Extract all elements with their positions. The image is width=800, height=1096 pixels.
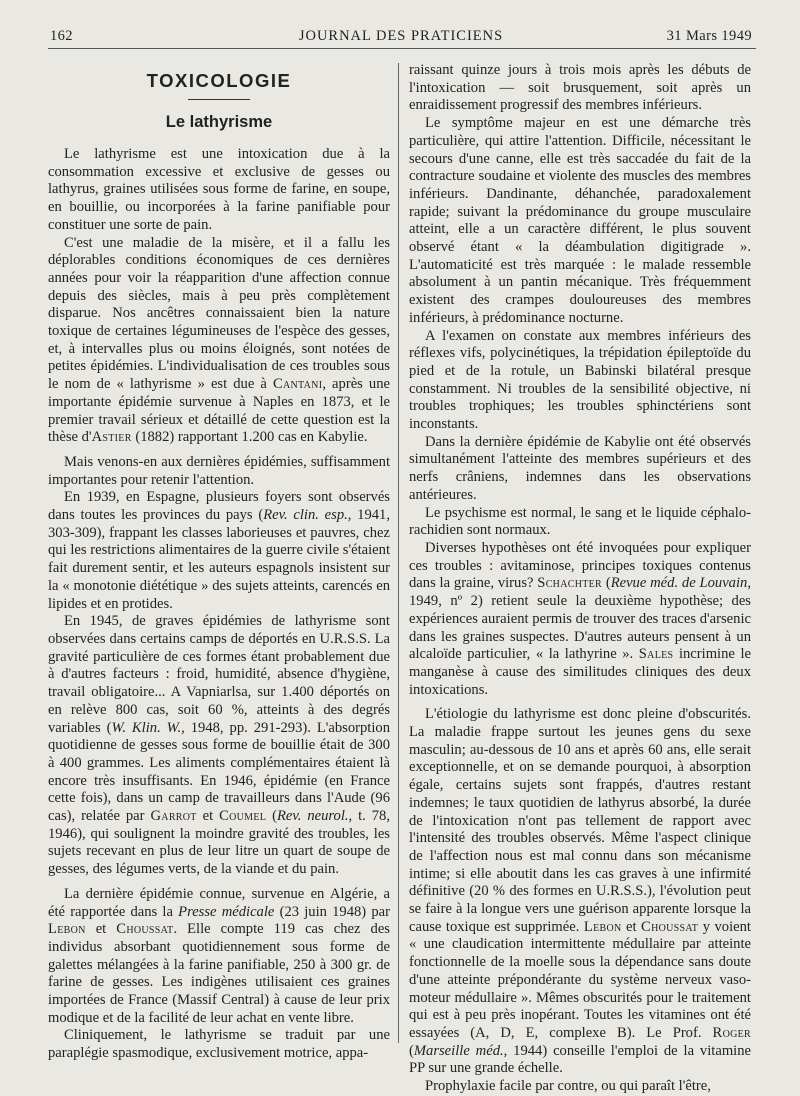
citation-title: Marseille méd.: [413, 1042, 504, 1059]
paragraph: [409, 706, 751, 1078]
paragraph: [48, 613, 390, 879]
text-run: y voient « une claudication intermittente médullaire par atteinte fonctionnelle de la moelle sous la dépendance sans doute d'une atteinte prépondérante du système nerveux vaso-moteur médullaire ». Mêmes obscurités pour le traitement qui est à peu près inopérant. Toutes les vitamines ont été essayées (A, D, E, complexe B). Le Prof.: [409, 918, 751, 1041]
author-name: Lebon: [48, 921, 86, 938]
text-run: et: [196, 808, 220, 825]
article-title: Le lathyrisme: [165, 113, 273, 131]
journal-title: JOURNAL DES PRATICIENS: [298, 28, 504, 44]
text-run: et: [621, 918, 642, 935]
author-name: Lebon: [583, 918, 622, 935]
author-name: Schachter: [537, 575, 603, 592]
section-rubric: TOXICOLOGIE: [146, 70, 292, 91]
text-run: En 1945, de graves épidémies de lathyrisme sont observées dans certains camps de déportés en U.R.S.S. La gravité particulière de ces formes étant probablement due à d'autres facteurs : froid, humidité, absence d'hygiène, travail obligatoire... A Vapniarlsa, sur 1.400 déportés on en relève 800 cas, soit 60 %, atteints à des degrés variables (: [48, 613, 390, 736]
paragraph: [48, 146, 390, 235]
text-run: L'étiologie du lathyrisme est donc pleine d'obscurités. La maladie frappe surtout les jeunes gens du sexe masculin; au-dessous de 10 ans et après 60 ans, elle serait exceptionnelle, et on se demande pourquoi, à absorption égale, certains sujets sont frappés, d'autres restant indemnes; le taux quotidien de lathyrus absorbé, la durée de l'intoxication n'ont pas tellement de rapport avec l'intensité des troubles observés. Même l'aspect clinique de l'affection nous est mal connu dans son mécanisme intime; si elle aboutit dans les cas graves à une infirmité définitive (20 % des formes en U.R.S.S.), l'évolution peut se faire à la longue vers une guérison apparente lorsque la cause toxique est supprimée.: [409, 706, 751, 935]
paragraph: [48, 886, 390, 1028]
text-run: , après une importante épidémie survenue à Naples en 1873, et le premier travail sérieux et détaillé de cette question est la thèse d': [48, 376, 391, 446]
text-run: Cliniquement, le lathyrisme se traduit par une paraplégie spasmodique, exclusivement motrice, appa-: [48, 1027, 390, 1062]
left-column: [48, 62, 390, 1063]
rubric-rule: [188, 99, 250, 100]
text-run: (: [602, 575, 611, 592]
paragraph: [48, 489, 390, 613]
text-run: (1882) rapportant 1.200 cas en Kabylie.: [131, 429, 368, 446]
text-run: A l'examen on constate aux membres inférieurs des réflexes vifs, polycinétiques, la trépidation épileptoïde du pied et de la rotule, un Babinski bilatéral presque constamment. Ni troubles de la sensibilité objective, ni troubles trophiques; les troubles sphinctériens sont inconstants.: [409, 327, 751, 433]
text-run: La dernière épidémie connue, survenue en Algérie, a été rapportée dans la: [48, 885, 390, 920]
paragraph: [409, 1078, 751, 1096]
text-run: , 1944) conseille l'emploi de la vitamine PP sur une grande échelle.: [409, 1042, 751, 1077]
paragraph: [48, 235, 390, 447]
text-run: (: [409, 1042, 414, 1059]
text-run: incrimine le manganèse à cause des similitudes cliniques des deux intoxications.: [409, 646, 751, 698]
author-name: Astier: [91, 429, 132, 446]
text-run: Le lathyrisme est une intoxication due à la consommation excessive et exclusive de gesses ou lathyrus, graines utilisées sous forme de farine, en soupe, en bouillie, ou incorporées à la farine panifiable pour constituer une sorte de pain.: [48, 146, 390, 233]
paragraph: [409, 434, 751, 505]
issue-date: 31 Mars 1949: [666, 28, 752, 44]
paragraph: [409, 62, 751, 115]
page-number: 162: [50, 28, 73, 44]
citation-title: Rev. neurol.: [276, 808, 349, 825]
paragraph: [48, 454, 390, 489]
text-run: , 1941, 303-309), frappant les classes laborieuses et pauvres, chez qui les restrictions alimentaires de la guerre civile s'étaient fait durement sentir, et les auteurs espagnols insistent sur la « monotonie diététique » des sujets atteints, carencés en lipides et en protides.: [48, 507, 391, 612]
author-name: Coumel: [219, 808, 267, 825]
column-divider: [398, 63, 399, 1043]
author-name: Cantani: [272, 376, 323, 393]
author-name: Garrot: [150, 808, 197, 825]
author-name: Choussat: [116, 921, 174, 938]
text-run: En 1939, en Espagne, plusieurs foyers sont observés dans toutes les provinces du pays (: [48, 489, 390, 524]
text-run: C'est une maladie de la misère, et il a fallu les déplorables conditions économiques de ces dernières années pour voir la réapparition d'une affection connue depuis des siècles, mais à peu près complètement disparue. Nos ancêtres connaissaient bien la nature toxique de certaines légumineuses de l'espèce des gesses, et, à intervalles plus ou moins éloignés, sont notées de petites épidémies. L'individualisation de ces troubles sous le nom de « lathyrisme » est due à: [48, 234, 390, 393]
text-run: (: [266, 808, 277, 825]
author-name: Roger: [712, 1024, 751, 1041]
text-run: , 1949, nº 2) retient seule la deuxième hypothèse; des expériences auraient permis de trouver des traces d'arsenic dans les graines suspectes. D'autres auteurs pensent à un alcaloïde particulier, « la lathyrine ».: [409, 575, 751, 663]
text-run: (23 juin 1948) par: [274, 903, 390, 920]
text-run: , 1948, pp. 291-293). L'absorption quotidienne de gesses sous forme de bouillie était de 300 à 400 grammes. Les aliments complémentaires étaient là encore très insuffisants. En 1946, épidémie (en France cette fois), dans un camp de travailleurs dans l'Aude (96 cas), relatée par: [48, 719, 391, 825]
text-run: Dans la dernière épidémie de Kabylie ont été observés simultanément l'atteinte des membres supérieurs et des nerfs crâniens, indemnes dans les observations antérieures.: [409, 433, 751, 503]
citation-title: Rev. clin. esp.: [263, 507, 348, 524]
right-column-body: [409, 62, 751, 1096]
author-name: Sales: [638, 646, 674, 663]
paragraph: [409, 540, 751, 699]
text-run: Le symptôme majeur en est une démarche très particulière, qui attire l'attention. Difficile, nécessitant le secours d'une canne, elle est très saccadée du fait de la contracture soudaine et violente des muscles des membres inférieurs. Dandinante, déhanchée, paradoxalement rapide; suivant la prédominance du groupe musculaire atteint, elle a un caractère différent, le plus souvent observé étant « la déambulation digitigrade ». L'automaticité est très marquée : le malade ressemble absolument à un pantin mécanique. Très fréquemment existent des crampes douloureuses des membres inférieurs, à prédominance nocturne.: [409, 115, 751, 326]
header-rule: [48, 48, 756, 49]
text-run: et: [85, 921, 117, 938]
author-name: Choussat: [641, 918, 699, 935]
text-run: Prophylaxie facile par contre, ou qui paraît l'être,: [425, 1078, 711, 1095]
paragraph: [409, 505, 751, 540]
paragraph: [409, 115, 751, 327]
citation-title: Presse médicale: [178, 903, 275, 920]
left-column-body: [48, 146, 390, 1063]
citation-title: W. Klin. W.: [111, 719, 182, 736]
text-run: , t. 78, 1946), qui soulignent la moindre gravité des troubles, les sujets recevant en plus de leur litre un quart de soupe de gesses, des légumes verts, de la viande et du pain.: [48, 808, 390, 878]
text-run: Diverses hypothèses ont été invoquées pour expliquer ces troubles : avitaminose, principes toxiques contenus dans la graine, virus?: [409, 539, 751, 592]
right-column: [409, 62, 751, 1096]
paragraph: [409, 328, 751, 434]
text-run: . Elle compte 119 cas chez des individus absorbant quotidiennement sous forme de galettes mélangées à la farine panifiable, 250 à 300 gr. de farine de gesses. Les indigènes utilisaient ces graines importées de France (Massif Central) à cause de leur prix modique et de la facilité de leur achat en vente libre.: [48, 921, 390, 1026]
text-run: Le psychisme est normal, le sang et le liquide céphalo-rachidien sont normaux.: [409, 504, 751, 539]
citation-title: Revue méd. de Louvain: [610, 575, 748, 592]
paragraph: [48, 1027, 390, 1062]
text-run: raissant quinze jours à trois mois après les débuts de l'intoxication — soit brusquement, soit après un enraidissement progressif des membres inférieurs.: [409, 62, 751, 114]
text-run: Mais venons-en aux dernières épidémies, suffisamment importantes pour retenir l'attention.: [48, 453, 390, 488]
